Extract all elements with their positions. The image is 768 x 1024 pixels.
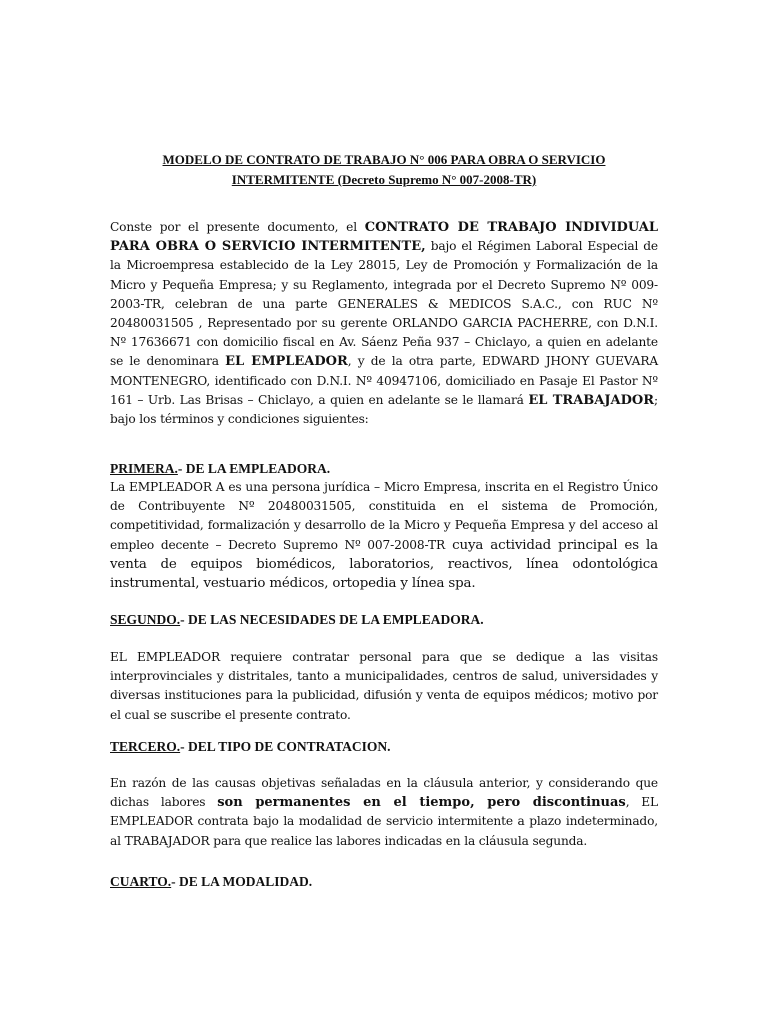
intro-bold-employer: EL EMPLEADOR: [225, 354, 348, 370]
section-title-segundo: - DE LAS NECESIDADES DE LA EMPLEADORA.: [180, 612, 484, 627]
section-title-cuarto: - DE LA MODALIDAD.: [171, 874, 313, 889]
tercero-paragraph: [110, 774, 658, 851]
title-line-1: MODELO DE CONTRATO DE TRABAJO N° 006 PARA OBRA O SERVICIO: [162, 152, 606, 167]
section-label-primera: PRIMERA.: [110, 461, 178, 476]
intro-text-4: ; bajo los términos y condiciones siguientes:: [110, 392, 658, 427]
section-label-segundo: SEGUNDO.: [110, 612, 181, 627]
section-title-primera: - DE LA EMPLEADORA.: [177, 461, 331, 476]
intro-text-3: , y de la otra parte, EDWARD JHONY GUEVARA MONTENEGRO, identificado con D.N.I. Nº 40947106, domiciliado en Pasaje El Pastor Nº 161 – Urb. Las Brisas – Chiclayo, a quien en adelante se le llamará: [110, 354, 659, 407]
document-title: [110, 150, 658, 190]
segundo-paragraph: EL EMPLEADOR requiere contratar personal para que se dedique a las visitas interprovinciales y distritales, tanto a municipalidades, centros de salud, universidades y diversas instituciones para la publicidad, difusión y venta de equipos médicos; motivo por el cual se suscribe el presente contrato.: [110, 650, 658, 722]
tercero-text-2: , EL EMPLEADOR contrata bajo la modalidad de servicio intermitente a plazo indeterminado, al TRABAJADOR para que realice las labores indicadas en la cláusula segunda.: [110, 795, 658, 848]
section-label-cuarto: CUARTO.: [110, 874, 172, 889]
primera-paragraph: [110, 478, 658, 593]
primera-text-a: La EMPLEADOR A es una persona jurídica – Micro Empresa, inscrita en el Registro Único de Contribuyente Nº 20480031505, constituida en el sistema de Promoción, competitividad, formalización y desarrollo de la Micro y Pequeña Empresa y del acceso al empleo decente – Decreto Supremo Nº 007-2008-TR: [110, 480, 658, 552]
tercero-text-1: En razón de las causas objetivas señaladas en la cláusula anterior, y considerando que dichas labores: [110, 776, 658, 810]
intro-bold-worker: EL TRABAJADOR: [528, 392, 655, 408]
intro-text-1: Conste por el presente documento, el: [110, 220, 365, 234]
tercero-bold: son permanentes en el tiempo, pero discontinuas: [217, 795, 626, 811]
intro-text-2: bajo el Régimen Laboral Especial de la Microempresa establecido de la Ley 28015, Ley de Promoción y Formalización de la Micro y Pequeña Empresa; y su Reglamento, integrada por el Decreto Supremo Nº 009-2003-TR, celebran de una parte GENERALES & MEDICOS S.A.C., con RUC Nº 20480031505 , Representado por su gerente ORLANDO GARCIA PACHERRE, con D.N.I. Nº 17636671 con domicilio fiscal en Av. Sáenz Peña 937 – Chiclayo, a quien en adelante se le denominara: [110, 239, 658, 369]
section-heading-primera: [110, 459, 658, 479]
section-label-tercero: TERCERO.: [110, 739, 181, 754]
intro-bold-contract: CONTRATO DE TRABAJO INDIVIDUAL PARA OBRA O SERVICIO INTERMITENTE,: [110, 220, 658, 255]
section-heading-segundo: [110, 610, 658, 630]
title-line-2: INTERMITENTE (Decreto Supremo N° 007-2008-TR): [231, 172, 537, 187]
section-title-tercero: - DEL TIPO DE CONTRATACION.: [180, 739, 391, 754]
intro-paragraph: [110, 218, 658, 429]
section-heading-cuarto: [110, 872, 658, 892]
section-heading-tercero: [110, 737, 658, 757]
primera-text-b: cuya actividad principal es la venta de equipos biomédicos, laboratorios, reactivos, línea odontológica instrumental, vestuario médicos, ortopedia y línea spa.: [110, 537, 658, 592]
